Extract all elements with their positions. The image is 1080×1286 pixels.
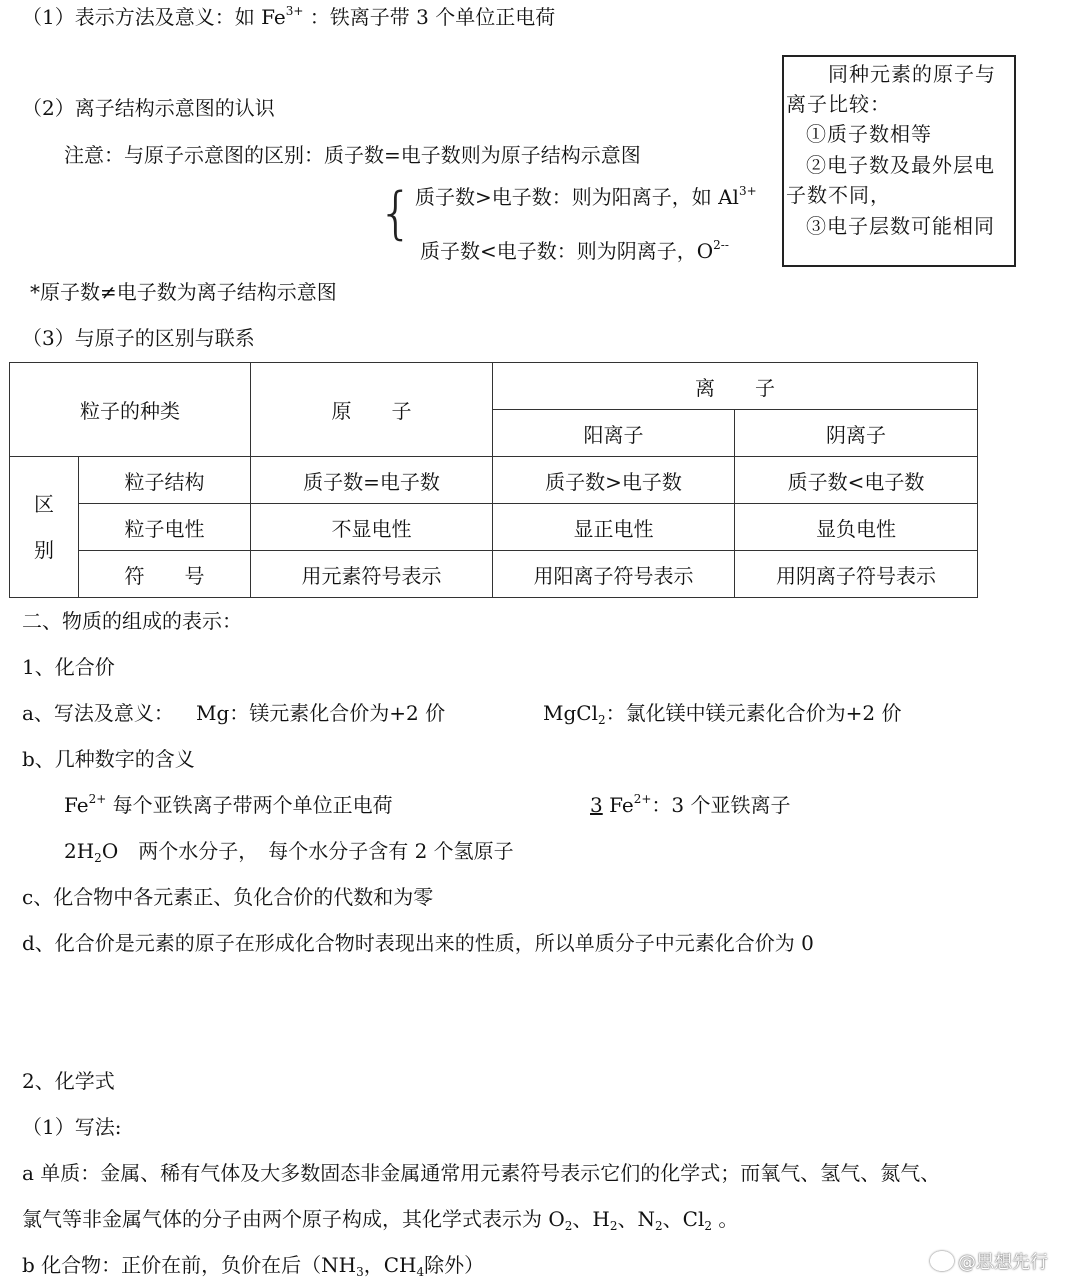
h2-subscript: 2 (94, 851, 102, 865)
box-line: ③电子层数可能相同 (806, 214, 995, 238)
atom-ion-table (9, 362, 978, 598)
compound-line (22, 1252, 484, 1278)
formula-heading: 2、化学式 (22, 1069, 115, 1093)
gas-text: 氯气等非金属气体的分子由两个原子构成，其化学式表示为 O (22, 1207, 565, 1231)
cation-cell: 质子数>电子数 (493, 457, 735, 504)
fe2-charge-line (64, 792, 393, 818)
valence-heading: 1、化合价 (22, 655, 115, 679)
valence-element-rule: d、化合价是元素的原子在形成化合物时表现出来的性质，所以单质分子中元素化合价为 0 (22, 931, 814, 955)
compound-exception: 除外） (424, 1253, 485, 1277)
anion-cell: 质子数<电子数 (735, 457, 978, 504)
compound-text: b 化合物：正价在前，负价在后（NH (22, 1253, 357, 1277)
box-line: 同种元素的原子与 (828, 62, 996, 86)
fe-symbol: Fe (602, 793, 634, 817)
mgcl2-subscript: 2 (597, 713, 606, 727)
watermark-text: @思想先行 (958, 1252, 1048, 1273)
cl2-subscript: 2 (704, 1219, 712, 1233)
water-line (64, 838, 514, 864)
line-end: 。 (711, 1207, 739, 1231)
table-row (10, 457, 978, 504)
header-ion: 离 子 (493, 363, 978, 410)
table-row (10, 504, 978, 551)
difference-char-2: 别 (34, 538, 54, 562)
section-2-heading: 二、物质的组成的表示： (22, 609, 242, 633)
difference-char-1: 区 (34, 492, 54, 516)
ion-structure-heading: （2）离子结构示意图的认识 (22, 96, 275, 120)
n2-symbol: 、N (617, 1207, 655, 1231)
simple-substance-line-2 (22, 1206, 738, 1232)
valence-a-label: a、写法及意义： (22, 701, 174, 725)
fe-symbol: Fe (64, 793, 89, 817)
mgcl2-formula: MgCl (543, 701, 598, 725)
relation-heading: （3）与原子的区别与联系 (22, 326, 255, 350)
ion-notation-meaning: ：铁离子带 3 个单位正电荷 (303, 5, 556, 29)
ion-notation-text: （1）表示方法及意义：如 Fe (22, 5, 286, 29)
atom-cell: 不显电性 (251, 504, 493, 551)
anion-cell: 用阴离子符号表示 (735, 551, 978, 598)
valence-a-mgcl2 (543, 700, 901, 726)
h2-subscript: 2 (609, 1219, 618, 1233)
ion-notation-line (22, 4, 555, 30)
cation-rule (415, 184, 757, 210)
box-line: 离子比较： (786, 92, 891, 116)
al3-charge: 3+ (738, 184, 757, 198)
fe2-meaning: 每个亚铁离子带两个单位正电荷 (106, 793, 393, 817)
o2-charge: 2-- (713, 238, 729, 252)
brace-symbol: { (378, 181, 414, 246)
atom-cell: 用元素符号表示 (251, 551, 493, 598)
weibo-icon (930, 1251, 954, 1271)
fe2-charge: 2+ (88, 792, 107, 806)
o2-subscript: 2 (564, 1219, 573, 1233)
n2-subscript: 2 (655, 1219, 663, 1233)
note-line: 注意：与原子示意图的区别：质子数=电子数则为原子结构示意图 (64, 143, 641, 167)
atom-cell: 质子数=电子数 (251, 457, 493, 504)
header-atom: 原 子 (251, 363, 493, 457)
cation-cell: 用阳离子符号表示 (493, 551, 735, 598)
fe3-charge: 3+ (285, 4, 304, 18)
fe2-charge: 2+ (633, 792, 652, 806)
atom-ion-comparison-box (782, 55, 1016, 267)
table-row (10, 551, 978, 598)
header-particle-type: 粒子的种类 (10, 363, 251, 457)
h2-symbol: 、H (572, 1207, 610, 1231)
coefficient-3: 3 (590, 793, 603, 817)
box-line: ①质子数相等 (806, 122, 932, 146)
three-fe2-line (590, 792, 791, 818)
star-note: *原子数≠电子数为离子结构示意图 (30, 280, 337, 304)
mgcl2-meaning: ：氯化镁中镁元素化合价为+2 价 (605, 701, 902, 725)
h2o-formula: 2H (64, 839, 95, 863)
anion-cell: 显负电性 (735, 504, 978, 551)
water-meaning: O 两个水分子， 每个水分子含有 2 个氢原子 (101, 839, 514, 863)
cation-cell: 显正电性 (493, 504, 735, 551)
nh3-subscript: 3 (356, 1265, 364, 1279)
three-fe2-meaning: ：3 个亚铁离子 (651, 793, 791, 817)
header-cation: 阳离子 (493, 410, 735, 457)
valence-sum-rule: c、化合物中各元素正、负化合价的代数和为零 (22, 885, 434, 909)
anion-rule-text: 质子数<电子数：则为阴离子，O (420, 239, 714, 263)
row-label: 粒子结构 (79, 457, 251, 504)
simple-substance-line-1: a 单质：金属、稀有气体及大多数固态非金属通常用元素符号表示它们的化学式；而氧气、氢气、氮气、 (22, 1161, 941, 1185)
row-label: 符 号 (79, 551, 251, 598)
anion-rule (420, 238, 729, 264)
valence-a-mg: Mg：镁元素化合价为+2 价 (196, 701, 446, 725)
header-anion: 阴离子 (735, 410, 978, 457)
box-line: 子数不同， (786, 183, 891, 207)
writing-heading: （1）写法: (22, 1115, 122, 1139)
cl2-symbol: 、Cl (662, 1207, 705, 1231)
row-label: 粒子电性 (79, 504, 251, 551)
difference-label (10, 457, 79, 598)
ch4-symbol: ，CH (363, 1253, 417, 1277)
watermark (930, 1246, 1048, 1276)
cation-rule-text: 质子数>电子数：则为阳离子，如 Al (415, 185, 739, 209)
ch4-subscript: 4 (416, 1265, 425, 1279)
box-line: ②电子数及最外层电 (806, 153, 995, 177)
digits-meaning-label: b、几种数字的含义 (22, 747, 195, 771)
